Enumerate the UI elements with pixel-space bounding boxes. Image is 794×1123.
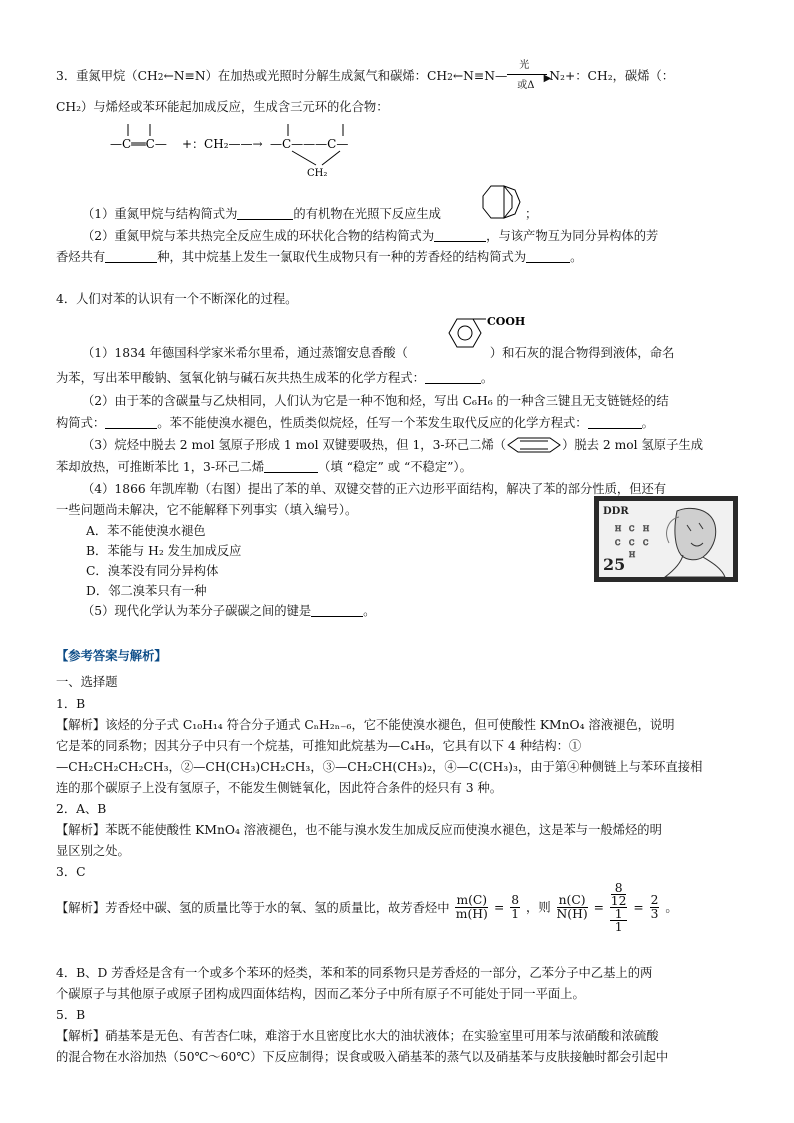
compound-fraction: 8 12 1 1 <box>610 881 627 934</box>
fraction-mole-ratio: $\frac{n(C)}{N(H)}$ <box>556 893 588 921</box>
svg-text:H: H <box>629 551 636 559</box>
q4-sub4-line1: （4）1866 年凯库勒（右图）提出了苯的单、双键交替的正六边形平面结构，解决了苯的部分性质，但还有 <box>82 482 667 496</box>
answer-2-line2: 显区别之处。 <box>56 844 130 858</box>
q4-sub2-line1: （2）由于苯的含碳量与乙炔相同，人们认为它是一种不饱和烃，写出 C₆H₆ 的一种含三键且无支链链烃的结 <box>82 394 669 408</box>
svg-text:C: C <box>629 539 635 547</box>
q3-sub2-line2: 香烃共有 种，其中烷基上发生一氯取代生成物只有一种的芳香烃的结构简式为 。 <box>56 250 583 264</box>
svg-text:C: C <box>629 525 635 533</box>
cyclohexadiene-structure <box>506 437 562 453</box>
svg-text:H: H <box>643 525 650 533</box>
svg-text:C: C <box>615 539 621 547</box>
answers-heading: 【参考答案与解析】 <box>56 648 167 663</box>
q4-sub1-line2: 为苯，写出苯甲酸钠、氢氧化钠与碱石灰共热生成苯的化学方程式： 。 <box>56 371 494 385</box>
answer-5-line2: 的混合物在水浴加热（50℃～60℃）下反应制得；误食或吸入硝基苯的蒸气以及硝基苯与皮肤接触时都会引起中 <box>56 1050 669 1064</box>
answer-blank[interactable] <box>264 458 318 473</box>
q3-sub2-line1: （2）重氮甲烷与苯共热完全反应生成的环状化合物的结构简式为 ，与该产物互为同分异构体的芳 <box>82 229 659 243</box>
answer-1-line4: 连的那个碳原子上没有氢原子，不能发生侧链氧化，因此符合条件的烃只有 3 种。 <box>56 781 503 795</box>
reaction-arrow: 光 ▶ 或Δ <box>507 68 549 82</box>
cyclopropane-product: —C———C— <box>270 137 349 151</box>
q3-line2: CH₂）与烯烃或苯环能起加成反应，生成含三元环的化合物： <box>56 100 389 114</box>
answer-2-line1: 【解析】苯既不能使酸性 KMnO₄ 溶液褪色，也不能与溴水发生加成反应而使溴水褪色，这是苯与一般烯烃的明 <box>56 823 662 837</box>
answer-1-line1: 【解析】该烃的分子式 C₁₀H₁₄ 符合分子通式 CₙH₂ₙ₋₆，它不能使溴水褪色，但可使酸性 KMnO₄ 溶液褪色，说明 <box>56 718 675 732</box>
answer-blank[interactable] <box>237 205 293 220</box>
ch2-label: CH₂ <box>307 168 328 179</box>
q4-sub2-line2: 构简式： 。苯不能使溴水褪色，性质类似烷烃，任写一个苯发生取代反应的化学方程式： 。 <box>56 416 654 430</box>
answer-blank[interactable] <box>105 414 157 429</box>
svg-text:H: H <box>615 525 622 533</box>
answer-blank[interactable] <box>425 369 481 384</box>
answer-5-number: 5．B <box>56 1008 86 1022</box>
stamp-value: 25 <box>603 555 626 574</box>
section-heading: 一、选择题 <box>56 675 118 689</box>
answer-blank[interactable] <box>588 414 642 429</box>
carbene-addition-reaction <box>110 120 380 180</box>
option-b: B．苯能与 H₂ 发生加成反应 <box>86 544 242 558</box>
answer-blank[interactable] <box>526 248 570 263</box>
q4-sub3-line1: （3）烷烃中脱去 2 mol 氢原子形成 1 mol 双键要吸热，但 1，3-环己二烯（ ）脱去 2 mol 氢原子生成 <box>82 438 703 452</box>
cooh-label: COOH <box>487 315 526 328</box>
answer-blank[interactable] <box>311 602 363 617</box>
option-d: D．邻二溴苯只有一种 <box>86 584 207 598</box>
answer-1-number: 1．B <box>56 697 86 711</box>
carbene-reagent: +：CH₂——→ <box>182 137 263 151</box>
document-page: 3．重氮甲烷（CH2←N≡N）在加热或光照时分解生成氮气和碳烯：CH2←N≡N— 光 ▶ 或Δ N₂+：CH₂，碳烯（： CH₂）与烯烃或苯环能起加成反应，生成含三元环的化合物： —C══C— +：CH₂——→ —C———C— CH₂ （1）重氮甲烷与结构简式为 的有机物在光照下反应生成 ； （2）重氮甲烷与苯共热完全反应生成的环状化合物的结构简式为 ，与该产物互为同分异构体的芳 香烃共有 种，其中烷基上发生一氯取代生成物只有一种的芳香烃的结构简式为 。 4．人们对苯的认识有一个不断深化的过程。 COOH （1）1834 年德国科学家米希尔里希，通过蒸馏安息香酸（ ）和石灰的混合物得到液体，命名 为苯，写出苯甲酸钠、氢氧化钠与碱石灰共热生成苯的化学方程式： 。 （2）由于苯的含碳量与乙炔相同，人们认为它是一种不饱和烃，写出 C₆H₆ 的一种含三键且无支链链烃的结 构简式： 。苯不能使溴水褪色，性质类似烷烃，任写一个苯发生取代反应的化学方程式： 。 （3）烷烃中脱去 2 mol 氢原子形成 1 mol 双键要吸热，但 1，3-环己二烯（ ）脱去 2 mol 氢原子生成 苯却放热，可推断苯比 1，3-环己二烯 （填 “稳定” 或 “不稳定”）。 （4）1866 年凯库勒（右图）提出了苯的单、双键交替的正六边形平面结构，解决了苯的部分性质，但还有 一些问题尚未解决，它不能解释下列事实（填入编号）。 A．苯不能使溴水褪色 B．苯能与 H₂ 发生加成反应 C．溴苯没有同分异构体 D．邻二溴苯只有一种 （5）现代化学认为苯分子碳碳之间的键是 。 H C H C C C H DDR 25 【参考答案与解析】 一、选择题 1．B 【解析】该烃的分子式 C₁₀H₁₄ 符合分子通式 CₙH₂ₙ₋₆，它不能使溴水褪色，但可使酸性 KMnO₄ 溶液褪色，说明 它是苯的同系物；因其分子中只有一个烷基，可推知此烷基为—C₄H₉，它具有以下 4 种结构：① —CH₂CH₂CH₂CH₃，②—CH(CH₃)CH₂CH₃，③—CH₂CH(CH₃)₂，④—C(CH₃)₃，由于第④种侧链上与苯环直接相 连的那个碳原子上没有氢原子，不能发生侧链氧化，因此符合条件的烃只有 3 种。 2．A、B 【解析】苯既不能使酸性 KMnO₄ 溶液褪色，也不能与溴水发生加成反应而使溴水褪色，这是苯与一般烯烃的明 显区别之处。 3．C 【解析】芳香烃中碳、氢的质量比等于水的氧、氢的质量比，故芳香烃中 $\frac{m(C)}{m(H)}$ = $\frac{8}{1}$ ，则 $\frac{n(C)}{N(H)}$ = 8 12 1 1 = $\frac{2}{3}$ 。 4．B、D 芳香烃是含有一个或多个苯环的烃类，苯和苯的同系物只是芳香烃的一部分，乙苯分子中乙基上的两 个碳原子与其他原子或原子团构成四面体结构，因而乙苯分子中所有原子不可能处于同一平面上。 5．B 【解析】硝基苯是无色、有苦杏仁味，难溶于水且密度比水大的油状液体；在实验室里可用苯与浓硝酸和浓硫酸 的混合物在水浴加热（50℃～60℃）下反应制得；误食或吸入硝基苯的蒸气以及硝基苯与皮肤接触时都会引起中 <box>0 0 794 1123</box>
answer-blank[interactable] <box>105 248 157 263</box>
q3-sub1: （1）重氮甲烷与结构简式为 的有机物在光照下反应生成 <box>82 207 441 221</box>
answer-5-line1: 【解析】硝基苯是无色、有苦杏仁味，难溶于水且密度比水大的油状液体；在实验室里可用苯与浓硝酸和浓硫酸 <box>56 1029 659 1043</box>
alkene-structure: —C══C— <box>110 137 167 151</box>
answer-blank[interactable] <box>434 227 486 242</box>
option-a: A．苯不能使溴水褪色 <box>86 524 206 538</box>
q4-sub5: （5）现代化学认为苯分子碳碳之间的键是 。 <box>82 604 376 618</box>
answer-1-line2: 它是苯的同系物；因其分子中只有一个烷基，可推知此烷基为—C₄H₉，它具有以下 4 种结构：① <box>56 739 582 753</box>
answer-3-line: 【解析】芳香烃中碳、氢的质量比等于水的氧、氢的质量比，故芳香烃中 $\frac{m(C)}{m(H)}$ = $\frac{8}{1}$ ，则 $\frac{n(C)}{N(H)}$ = 8 12 1 1 = $\frac{2}{3}$ 。 <box>56 881 678 934</box>
q4-sub1-line1: （1）1834 年德国科学家米希尔里希，通过蒸馏安息香酸（ ）和石灰的混合物得到液体，命名 <box>82 346 675 360</box>
answer-4-line2: 个碳原子与其他原子或原子团构成四面体结构，因而乙苯分子中所有原子不可能处于同一平面上。 <box>56 987 585 1001</box>
bicyclic-product-icon <box>482 182 526 222</box>
q3-line1: 3．重氮甲烷（CH2←N≡N）在加热或光照时分解生成氮气和碳烯：CH2←N≡N— 光 ▶ 或Δ N₂+：CH₂，碳烯（： <box>56 60 675 91</box>
kekule-stamp-image <box>594 496 738 582</box>
q4-title: 4．人们对苯的认识有一个不断深化的过程。 <box>56 292 298 306</box>
option-c: C．溴苯没有同分异构体 <box>86 564 219 578</box>
answer-4-line1: 4．B、D 芳香烃是含有一个或多个苯环的烃类，苯和苯的同系物只是芳香烃的一部分，乙苯分子中乙基上的两 <box>56 966 653 980</box>
q4-sub4-line2: 一些问题尚未解决，它不能解释下列事实（填入编号）。 <box>56 503 358 517</box>
answer-2-number: 2．A、B <box>56 802 107 816</box>
answer-1-line3: —CH₂CH₂CH₂CH₃，②—CH(CH₃)CH₂CH₃，③—CH₂CH(CH₃)₂，④—C(CH₃)₃，由于第④种侧链上与苯环直接相 <box>56 760 703 774</box>
q4-sub3-line2: 苯却放热，可推断苯比 1，3-环己二烯 （填 “稳定” 或 “不稳定”）。 <box>56 460 472 474</box>
stamp-country: DDR <box>603 506 629 517</box>
svg-text:C: C <box>643 539 649 547</box>
fraction-mass-ratio: $\frac{m(C)}{m(H)}$ <box>455 893 488 921</box>
answer-3-number: 3．C <box>56 865 86 879</box>
